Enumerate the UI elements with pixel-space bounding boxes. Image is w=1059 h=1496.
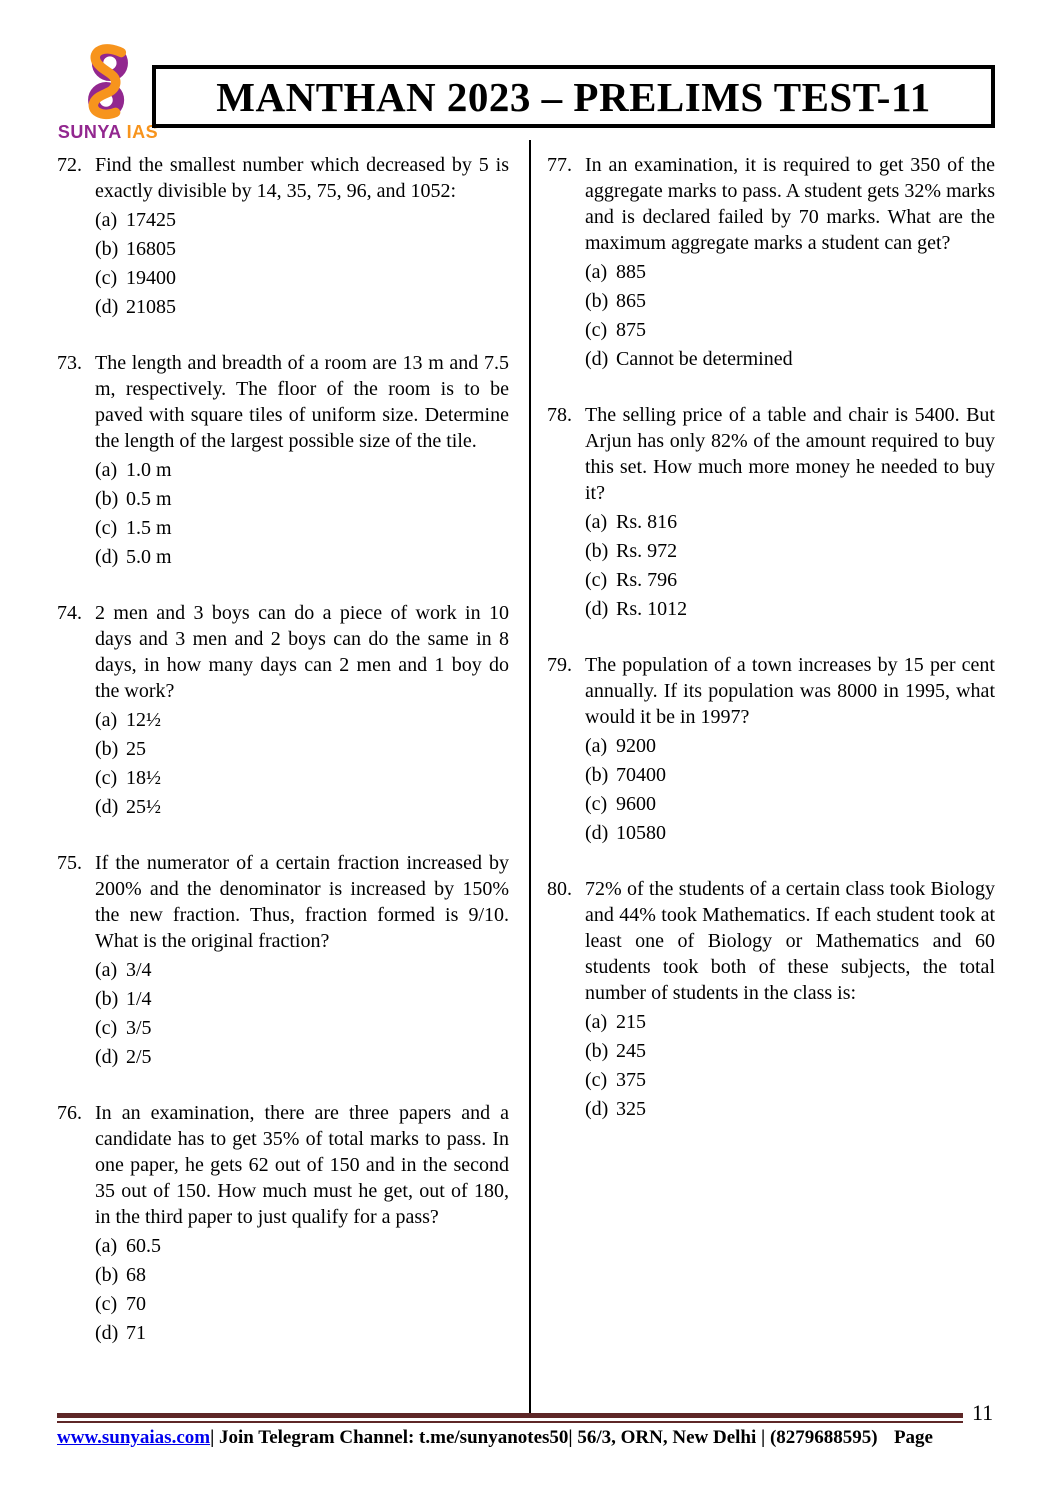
option-label: (d): [95, 1322, 119, 1344]
option-value: 17425: [126, 209, 176, 231]
option-label: (c): [95, 267, 118, 289]
option-value: 25: [126, 738, 146, 760]
option-label: (d): [585, 348, 609, 370]
option-label: (a): [95, 459, 118, 481]
questions-area: [57, 152, 995, 1376]
option-value: 71: [126, 1322, 146, 1344]
question-body: [95, 1100, 509, 1348]
option-label: (c): [95, 767, 118, 789]
question-text: In an examination, there are three papers and a candidate has to get 35% of total marks to pass. In one paper, he gets 62 out of 150 and in the second 35 out of 150. How much must he get, out of 180, in the third paper to just qualify for a pass?: [95, 1102, 509, 1228]
question-75: [57, 850, 509, 1072]
question-text: Find the smallest number which decreased by 5 is exactly divisible by 14, 35, 75, 96, and 1052:: [95, 154, 509, 202]
question-number: 79.: [547, 654, 572, 676]
option-row: [95, 1261, 509, 1290]
option-value: 68: [126, 1264, 146, 1286]
option-row: [95, 485, 509, 514]
option-label: (d): [585, 598, 609, 620]
option-row: [95, 264, 509, 293]
option-label: (b): [95, 988, 119, 1010]
option-row: [95, 985, 509, 1014]
option-row: [585, 595, 995, 624]
option-row: [95, 956, 509, 985]
option-value: Rs. 796: [616, 569, 678, 591]
option-row: [585, 1066, 995, 1095]
option-value: 25½: [126, 796, 161, 818]
question-text: If the numerator of a certain fraction increased by 200% and the denominator is increased by 150% the new fraction. Thus, fraction formed is 9/10. What is the original fraction?: [95, 852, 509, 952]
option-row: [585, 761, 995, 790]
option-label: (d): [95, 546, 119, 568]
question-73: [57, 350, 509, 572]
options-list: [585, 732, 995, 848]
option-label: (a): [585, 261, 608, 283]
option-row: [95, 706, 509, 735]
option-label: (d): [585, 822, 609, 844]
option-row: [95, 735, 509, 764]
option-row: [585, 819, 995, 848]
option-value: 865: [616, 290, 646, 312]
option-value: 1.0 m: [126, 459, 172, 481]
logo-brand-second: IAS: [126, 122, 159, 142]
option-label: (c): [585, 569, 608, 591]
option-value: 0.5 m: [126, 488, 172, 510]
option-label: (a): [585, 511, 608, 533]
option-label: (b): [585, 1040, 609, 1062]
footer-rule-thin: [57, 1421, 963, 1423]
option-value: 5.0 m: [126, 546, 172, 568]
option-row: [95, 514, 509, 543]
option-value: 9600: [616, 793, 656, 815]
sunya-ias-logo: [52, 44, 164, 143]
question-77: [547, 152, 995, 374]
option-row: [585, 566, 995, 595]
option-row: [95, 1232, 509, 1261]
option-row: [585, 508, 995, 537]
option-value: 70400: [616, 764, 666, 786]
option-value: Rs. 816: [616, 511, 678, 533]
question-body: [95, 850, 509, 1072]
option-value: 375: [616, 1069, 646, 1091]
option-value: Rs. 972: [616, 540, 678, 562]
option-row: [95, 206, 509, 235]
option-label: (b): [585, 290, 609, 312]
option-label: (c): [585, 1069, 608, 1091]
column-right: [547, 152, 995, 1376]
website-link[interactable]: www.sunyaias.com: [57, 1427, 211, 1448]
option-value: 215: [616, 1011, 646, 1033]
option-label: (a): [95, 209, 118, 231]
option-row: [95, 235, 509, 264]
option-label: (c): [95, 517, 118, 539]
question-number: 76.: [57, 1102, 82, 1124]
option-value: 245: [616, 1040, 646, 1062]
option-value: 19400: [126, 267, 176, 289]
option-row: [95, 1290, 509, 1319]
option-value: 70: [126, 1293, 146, 1315]
option-row: [585, 1037, 995, 1066]
options-list: [95, 706, 509, 822]
option-label: (d): [95, 796, 119, 818]
options-list: [95, 1232, 509, 1348]
option-label: (c): [95, 1017, 118, 1039]
question-text: 72% of the students of a certain class took Biology and 44% took Mathematics. If each student took at least one of Biology or Mathematics and 60 students took both of these subjects, the total number of students in the class is:: [585, 878, 995, 1004]
page-title: MANTHAN 2023 – PRELIMS TEST-11: [216, 73, 931, 120]
question-text: In an examination, it is required to get 350 of the aggregate marks to pass. A student gets 32% marks and is declared failed by 70 marks. What are the maximum aggregate marks a student can get?: [585, 154, 995, 254]
test-title-box: [152, 65, 995, 128]
options-list: [585, 508, 995, 624]
question-text: The population of a town increases by 15 per cent annually. If its population was 8000 in 1995, what would it be in 1997?: [585, 654, 995, 728]
option-row: [585, 732, 995, 761]
option-row: [95, 1014, 509, 1043]
question-number: 77.: [547, 154, 572, 176]
option-row: [585, 537, 995, 566]
option-row: [585, 790, 995, 819]
option-label: (d): [95, 296, 119, 318]
question-number: 74.: [57, 602, 82, 624]
option-row: [95, 1319, 509, 1348]
option-row: [585, 345, 995, 374]
option-row: [585, 1095, 995, 1124]
option-value: 875: [616, 319, 646, 341]
question-body: [585, 876, 995, 1124]
option-value: 885: [616, 261, 646, 283]
option-label: (c): [585, 319, 608, 341]
option-label: (a): [95, 1235, 118, 1257]
option-row: [95, 456, 509, 485]
question-body: [95, 152, 509, 322]
option-value: 3/4: [126, 959, 152, 981]
option-row: [95, 793, 509, 822]
footer-rule-thick: [57, 1413, 963, 1418]
question-80: [547, 876, 995, 1124]
option-value: 21085: [126, 296, 176, 318]
option-value: 2/5: [126, 1046, 152, 1068]
question-76: [57, 1100, 509, 1348]
option-label: (a): [95, 709, 118, 731]
option-value: 10580: [616, 822, 666, 844]
question-text: The selling price of a table and chair is 5400. But Arjun has only 82% of the amount required to buy this set. How much more money he needed to buy it?: [585, 404, 995, 504]
column-left: [57, 152, 509, 1376]
question-74: [57, 600, 509, 822]
option-row: [95, 293, 509, 322]
option-label: (c): [95, 1293, 118, 1315]
option-value: 3/5: [126, 1017, 152, 1039]
logo-wordmark: [52, 122, 164, 143]
question-79: [547, 652, 995, 848]
question-72: [57, 152, 509, 322]
footer-contact-text: | Join Telegram Channel: t.me/sunyanotes50| 56/3, ORN, New Delhi | (8279688595): [210, 1427, 878, 1448]
option-label: (a): [585, 1011, 608, 1033]
option-row: [95, 1043, 509, 1072]
options-list: [585, 258, 995, 374]
question-text: The length and breadth of a room are 13 m and 7.5 m, respectively. The floor of the room is to be paved with square tiles of uniform size. Determine the length of the largest possible size of the tile.: [95, 352, 509, 452]
option-label: (b): [95, 488, 119, 510]
question-body: [585, 652, 995, 848]
question-body: [585, 402, 995, 624]
option-value: 18½: [126, 767, 161, 789]
option-label: (d): [585, 1098, 609, 1120]
option-row: [95, 764, 509, 793]
option-row: [95, 543, 509, 572]
option-label: (b): [95, 1264, 119, 1286]
option-label: (a): [95, 959, 118, 981]
sunya-s-swirl-icon: [52, 44, 164, 120]
question-body: [585, 152, 995, 374]
options-list: [95, 456, 509, 572]
option-value: 1.5 m: [126, 517, 172, 539]
option-label: (b): [585, 764, 609, 786]
question-text: 2 men and 3 boys can do a piece of work in 10 days and 3 men and 2 boys can do the same in 8 days, in how many days can 2 men and 1 boy do the work?: [95, 602, 509, 702]
page-number: 11: [972, 1400, 994, 1425]
options-list: [585, 1008, 995, 1124]
footer: [57, 1427, 963, 1449]
option-label: (c): [585, 793, 608, 815]
question-number: 75.: [57, 852, 82, 874]
question-78: [547, 402, 995, 624]
option-row: [585, 258, 995, 287]
question-body: [95, 350, 509, 572]
option-label: (d): [95, 1046, 119, 1068]
options-list: [95, 956, 509, 1072]
question-body: [95, 600, 509, 822]
question-number: 72.: [57, 154, 82, 176]
option-row: [585, 1008, 995, 1037]
option-value: Cannot be determined: [616, 348, 793, 370]
option-label: (b): [95, 738, 119, 760]
option-value: 9200: [616, 735, 656, 757]
page-label: Page: [893, 1427, 933, 1448]
option-row: [585, 287, 995, 316]
logo-brand-first: SUNYA: [57, 122, 122, 142]
question-number: 73.: [57, 352, 82, 374]
option-label: (b): [585, 540, 609, 562]
option-value: 325: [616, 1098, 646, 1120]
option-row: [585, 316, 995, 345]
option-value: 12½: [126, 709, 161, 731]
option-value: 16805: [126, 238, 176, 260]
question-number: 78.: [547, 404, 572, 426]
option-value: 60.5: [126, 1235, 161, 1257]
option-label: (a): [585, 735, 608, 757]
option-value: 1/4: [126, 988, 152, 1010]
option-value: Rs. 1012: [616, 598, 688, 620]
options-list: [95, 206, 509, 322]
question-number: 80.: [547, 878, 572, 900]
option-label: (b): [95, 238, 119, 260]
